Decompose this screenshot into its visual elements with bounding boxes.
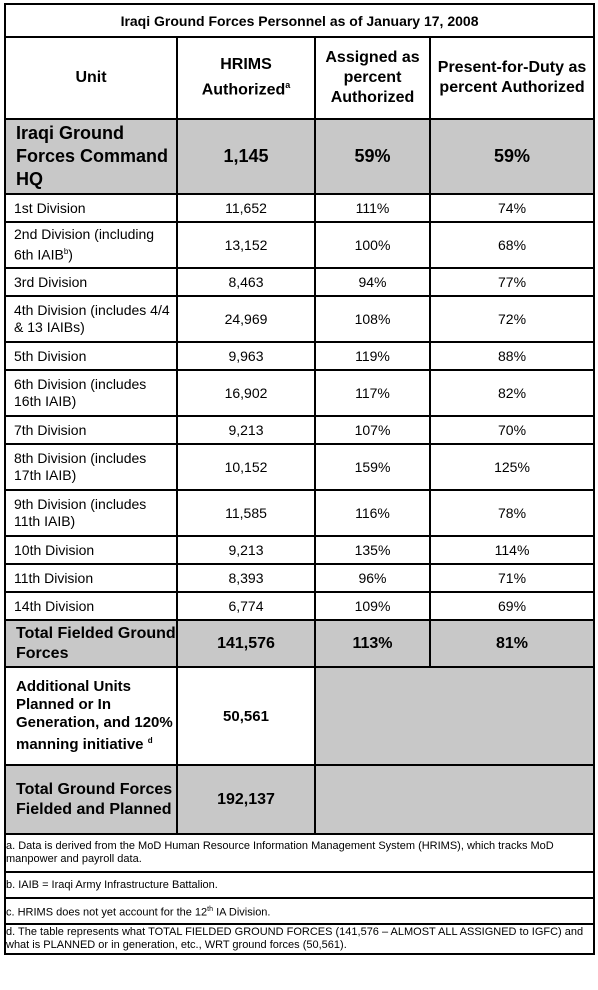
row-unit-close: ) [68, 246, 73, 263]
additional-unit-text: Additional Units Planned or In Generation, and 120% manning initiative [16, 678, 173, 753]
row-hrims: 9,213 [177, 416, 315, 444]
footnote-c [5, 898, 594, 924]
row-assigned: 111% [315, 194, 430, 222]
header-hrims-footnote: a [285, 80, 291, 91]
row-assigned: 96% [315, 564, 430, 592]
row-present: 82% [430, 370, 594, 416]
table-row [5, 194, 594, 222]
footnote-row [5, 834, 594, 872]
total-fielded-assigned: 113% [315, 620, 430, 667]
row-unit: 6th Division (includes 16th IAIB) [5, 370, 177, 416]
row-present: 72% [430, 296, 594, 342]
title-row [5, 4, 594, 37]
header-hrims-line1: HRIMS [220, 56, 272, 74]
row-present: 78% [430, 490, 594, 536]
row-present: 77% [430, 268, 594, 296]
total-fielded-row [5, 620, 594, 667]
row-hrims: 9,963 [177, 342, 315, 370]
table-row [5, 370, 594, 416]
total-planned-blank-cell [315, 765, 594, 834]
table-row [5, 296, 594, 342]
row-hrims: 6,774 [177, 592, 315, 620]
table-row [5, 564, 594, 592]
row-hrims: 16,902 [177, 370, 315, 416]
row-assigned: 107% [315, 416, 430, 444]
total-fielded-hrims: 141,576 [177, 620, 315, 667]
row-present: 125% [430, 444, 594, 490]
footnote-b: b. IAIB = Iraqi Army Infrastructure Battalion. [5, 872, 594, 898]
row-assigned: 135% [315, 536, 430, 564]
row-hrims: 13,152 [177, 222, 315, 268]
table-title: Iraqi Ground Forces Personnel as of January 17, 2008 [5, 4, 594, 37]
footnote-a: a. Data is derived from the MoD Human Resource Information Management System (HRIMS), which tracks MoD manpower and payroll data. [5, 834, 594, 872]
header-hrims-line2: Authorized [201, 81, 286, 99]
row-present: 71% [430, 564, 594, 592]
additional-unit-footnote: d [147, 736, 153, 745]
hq-assigned: 59% [315, 119, 430, 194]
header-assigned: Assigned as percent Authorized [315, 37, 430, 119]
footnote-row [5, 898, 594, 924]
row-assigned: 94% [315, 268, 430, 296]
row-present: 70% [430, 416, 594, 444]
table-row [5, 342, 594, 370]
row-assigned: 116% [315, 490, 430, 536]
header-hrims [177, 37, 315, 119]
footnote-c-text: c. HRIMS does not yet account for the 12 [6, 906, 208, 919]
total-planned-unit: Total Ground Forces Fielded and Planned [5, 765, 177, 834]
row-present: 74% [430, 194, 594, 222]
additional-blank-cell [315, 667, 594, 765]
hq-hrims: 1,145 [177, 119, 315, 194]
row-present: 88% [430, 342, 594, 370]
row-hrims: 8,393 [177, 564, 315, 592]
row-hrims: 9,213 [177, 536, 315, 564]
row-present: 69% [430, 592, 594, 620]
row-assigned: 117% [315, 370, 430, 416]
total-fielded-present: 81% [430, 620, 594, 667]
table-row [5, 268, 594, 296]
row-present: 114% [430, 536, 594, 564]
row-unit: 11th Division [5, 564, 177, 592]
footnote-row [5, 872, 594, 898]
row-hrims: 8,463 [177, 268, 315, 296]
table-row [5, 416, 594, 444]
table-row [5, 490, 594, 536]
row-hrims: 24,969 [177, 296, 315, 342]
row-unit: 9th Division (includes 11th IAIB) [5, 490, 177, 536]
additional-unit [5, 667, 177, 765]
row-hrims: 10,152 [177, 444, 315, 490]
row-unit: 8th Division (includes 17th IAIB) [5, 444, 177, 490]
additional-units-row [5, 667, 594, 765]
table-row [5, 444, 594, 490]
row-unit: 1st Division [5, 194, 177, 222]
row-assigned: 100% [315, 222, 430, 268]
hq-unit: Iraqi Ground Forces Command HQ [5, 119, 177, 194]
total-fielded-unit: Total Fielded Ground Forces [5, 620, 177, 667]
footnote-d: d. The table represents what TOTAL FIELDED GROUND FORCES (141,576 – ALMOST ALL ASSIGNED to IGFC) and what is PLANNED or in generation, etc., WRT ground forces (50,561). [5, 924, 594, 954]
footnote-row [5, 924, 594, 954]
row-unit: 5th Division [5, 342, 177, 370]
table-row [5, 592, 594, 620]
row-hrims: 11,585 [177, 490, 315, 536]
row-unit: 4th Division (includes 4/4 & 13 IAIBs) [5, 296, 177, 342]
row-assigned: 108% [315, 296, 430, 342]
total-planned-row [5, 765, 594, 834]
header-present: Present-for-Duty as percent Authorized [430, 37, 594, 119]
row-assigned: 119% [315, 342, 430, 370]
row-unit: 10th Division [5, 536, 177, 564]
row-unit: 7th Division [5, 416, 177, 444]
row-assigned: 109% [315, 592, 430, 620]
row-unit: 14th Division [5, 592, 177, 620]
footnote-c-tail: IA Division. [213, 906, 271, 919]
row-unit: 3rd Division [5, 268, 177, 296]
header-unit: Unit [5, 37, 177, 119]
personnel-table [4, 3, 595, 955]
additional-hrims: 50,561 [177, 667, 315, 765]
header-row [5, 37, 594, 119]
row-unit-footnote: b [63, 247, 69, 257]
row-hrims: 11,652 [177, 194, 315, 222]
hq-present: 59% [430, 119, 594, 194]
row-assigned: 159% [315, 444, 430, 490]
hq-row [5, 119, 594, 194]
row-unit-text: 2nd Division (including 6th IAIB [14, 226, 155, 263]
total-planned-hrims: 192,137 [177, 765, 315, 834]
row-unit [5, 222, 177, 268]
row-present: 68% [430, 222, 594, 268]
table-row [5, 222, 594, 268]
footnote-c-sup: th [207, 905, 214, 913]
table-row [5, 536, 594, 564]
